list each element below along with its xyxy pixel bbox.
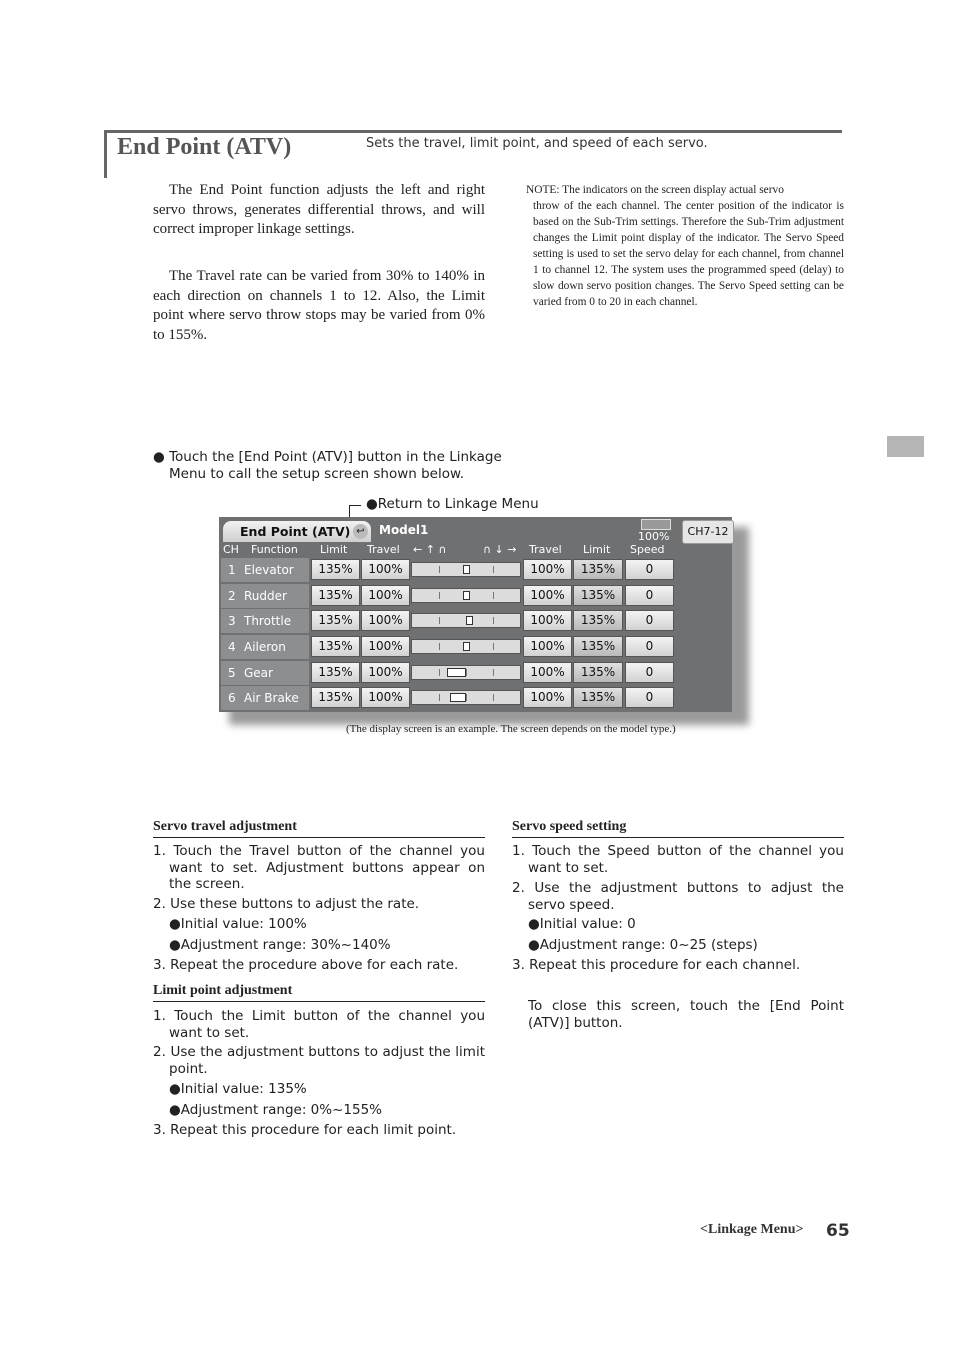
step-line: servo speed. (528, 896, 615, 913)
speed-button[interactable]: 0 (625, 559, 674, 580)
travel-step-1 (153, 843, 485, 893)
speed-step-2 (512, 880, 844, 913)
step-line: want to set. (169, 1024, 250, 1041)
limit-initial-value: ●Initial value: 135% (169, 1081, 307, 1097)
limit-right-button[interactable]: 135% (573, 585, 623, 606)
section-heading-travel: Servo travel adjustment (153, 819, 297, 834)
row-ch: 2 (228, 589, 236, 603)
speed-step-1 (512, 843, 844, 876)
row-ch: 5 (228, 666, 236, 680)
servo-indicator (411, 690, 521, 705)
row-function: Air Brake (244, 691, 299, 705)
indicator-tick (493, 694, 494, 701)
note-label: NOTE: The indicators on the screen display actual servo (526, 184, 784, 196)
limit-left-button[interactable]: 135% (311, 687, 360, 708)
note-block (526, 182, 844, 310)
indicator-tick (493, 617, 494, 624)
indicator-fill (463, 591, 470, 600)
travel-right-button[interactable]: 100% (523, 610, 572, 631)
section-rule (512, 837, 844, 838)
header-rule-left (104, 130, 107, 178)
limit-right-button[interactable]: 135% (573, 610, 623, 631)
indicator-fill (463, 565, 470, 574)
servo-indicator (411, 613, 521, 628)
step-line: 2. Use the adjustment buttons to adjust the (512, 880, 844, 896)
battery-percent: 100% (638, 530, 670, 543)
header-travel-left: Travel (367, 543, 400, 556)
intro-paragraph-2: The Travel rate can be varied from 30% to 140% in each direction on channels 1 to 12. Also, the Limit point where servo throw stops may be varied from 0% to 155%. (153, 268, 485, 343)
indicator-fill (450, 693, 466, 702)
row-function: Elevator (244, 563, 294, 577)
battery-icon (641, 519, 671, 530)
step-line: 1. Touch the Speed button of the channel you (512, 843, 844, 859)
limit-left-button[interactable]: 135% (311, 662, 360, 683)
speed-button[interactable]: 0 (625, 662, 674, 683)
speed-button[interactable]: 0 (625, 585, 674, 606)
indicator-tick (466, 669, 467, 676)
travel-right-button[interactable]: 100% (523, 585, 572, 606)
limit-right-button[interactable]: 135% (573, 559, 623, 580)
servo-indicator (411, 588, 521, 603)
close-line: To close this screen, touch the [End Point (528, 998, 844, 1014)
row-ch: 4 (228, 640, 236, 654)
travel-right-button[interactable]: 100% (523, 559, 572, 580)
indicator-tick (439, 566, 440, 573)
limit-right-button[interactable]: 135% (573, 687, 623, 708)
row-ch: 3 (228, 614, 236, 628)
indicator-tick (439, 643, 440, 650)
intro-paragraph-1: The End Point function adjusts the left and right servo throws, generates differential throws, and will correct improper linkage settings. (153, 182, 485, 237)
header-speed: Speed (630, 543, 665, 556)
travel-left-button[interactable]: 100% (361, 610, 410, 631)
limit-left-button[interactable]: 135% (311, 559, 360, 580)
callout-line (349, 505, 361, 506)
note-body: throw of the each channel. The center position of the indicator is based on the Sub-Trim settings. Therefore the Sub-Trim adjustment changes the Limit point display of the indicator. The Servo Speed setting is used to set the servo delay for each channel, from channel 1 to channel 12. The system uses the programmed speed (delay) to slow down servo position changes. The Servo Speed setting can be varied from 0 to 20 in each channel. (533, 200, 844, 308)
indicator-tick (493, 669, 494, 676)
header-arrows-right: ∩ ↓ → (483, 543, 517, 556)
footer-section: <Linkage Menu> (700, 1222, 804, 1237)
travel-left-button[interactable]: 100% (361, 585, 410, 606)
header-travel-right: Travel (529, 543, 562, 556)
header-limit-right: Limit (583, 543, 611, 556)
page-title: End Point (ATV) (117, 134, 292, 160)
step-line: 2. Use the adjustment buttons to adjust the limit (153, 1044, 485, 1060)
close-instruction (528, 998, 844, 1031)
step-line: 1. Touch the Limit button of the channel you (153, 1008, 485, 1024)
step-line: the screen. (169, 876, 245, 892)
indicator-tick (493, 566, 494, 573)
row-function: Gear (244, 666, 273, 680)
servo-indicator (411, 665, 521, 680)
header-arrows-left: ← ↑ ∩ (413, 543, 447, 556)
indicator-fill (463, 642, 470, 651)
travel-left-button[interactable]: 100% (361, 687, 410, 708)
travel-step-2: 2. Use these buttons to adjust the rate. (153, 896, 420, 912)
speed-initial-value: ●Initial value: 0 (528, 916, 636, 932)
section-heading-limit: Limit point adjustment (153, 983, 293, 998)
travel-right-button[interactable]: 100% (523, 662, 572, 683)
section-rule (153, 837, 485, 838)
indicator-tick (493, 643, 494, 650)
limit-left-button[interactable]: 135% (311, 636, 360, 657)
row-ch: 1 (228, 563, 236, 577)
indicator-tick (439, 669, 440, 676)
close-line: (ATV)] button. (528, 1014, 623, 1031)
header-function: Function (251, 543, 298, 556)
limit-step-1 (153, 1008, 485, 1041)
row-function: Rudder (244, 589, 287, 603)
travel-left-button[interactable]: 100% (361, 559, 410, 580)
row-ch: 6 (228, 691, 236, 705)
speed-button[interactable]: 0 (625, 636, 674, 657)
speed-step-3: 3. Repeat this procedure for each channel. (512, 957, 801, 973)
step-line: want to set. Adjustment buttons appear on (169, 859, 485, 876)
indicator-fill (466, 616, 473, 625)
indicator-fill (447, 668, 466, 677)
limit-left-button[interactable]: 135% (311, 585, 360, 606)
step-line: point. (169, 1060, 208, 1077)
limit-step-3: 3. Repeat this procedure for each limit point. (153, 1122, 457, 1138)
limit-right-button[interactable]: 135% (573, 662, 623, 683)
chapter-tab (887, 436, 924, 457)
row-function: Throttle (244, 614, 292, 628)
travel-left-button[interactable]: 100% (361, 662, 410, 683)
row-function: Aileron (244, 640, 286, 654)
model-name: Model1 (379, 523, 429, 537)
screen-title-button[interactable] (223, 521, 371, 542)
step-line: want to set. (528, 859, 609, 876)
travel-step-3: 3. Repeat the procedure above for each rate. (153, 957, 459, 973)
step-line: 1. Touch the Travel button of the channel you (153, 843, 485, 859)
speed-button[interactable]: 0 (625, 687, 674, 708)
indicator-tick (439, 592, 440, 599)
page-number: 65 (826, 1221, 850, 1241)
travel-adjustment-range: ●Adjustment range: 30%~140% (169, 937, 391, 953)
section-heading-speed: Servo speed setting (512, 819, 627, 834)
header-rule (104, 130, 842, 133)
header-ch: CH (223, 543, 239, 556)
indicator-tick (493, 592, 494, 599)
return-callout: ●Return to Linkage Menu (366, 496, 539, 512)
servo-indicator (411, 562, 521, 577)
travel-right-button[interactable]: 100% (523, 636, 572, 657)
limit-step-2 (153, 1044, 485, 1077)
instruction-line-1: ● Touch the [End Point (ATV)] button in the Linkage (153, 449, 502, 465)
channel-page-button[interactable]: CH7-12 (682, 520, 734, 544)
screen-caption: (The display screen is an example. The screen depends on the model type.) (346, 723, 676, 735)
servo-indicator (411, 639, 521, 654)
travel-left-button[interactable]: 100% (361, 636, 410, 657)
travel-right-button[interactable]: 100% (523, 687, 572, 708)
indicator-tick (466, 694, 467, 701)
header-limit-left: Limit (320, 543, 348, 556)
touch-instruction (153, 449, 533, 482)
indicator-tick (439, 617, 440, 624)
limit-left-button[interactable]: 135% (311, 610, 360, 631)
screen-title: End Point (ATV) (240, 524, 351, 539)
limit-right-button[interactable]: 135% (573, 636, 623, 657)
limit-adjustment-range: ●Adjustment range: 0%~155% (169, 1102, 382, 1118)
travel-initial-value: ●Initial value: 100% (169, 916, 307, 932)
section-rule (153, 1001, 485, 1002)
speed-adjustment-range: ●Adjustment range: 0~25 (steps) (528, 937, 758, 953)
return-icon[interactable]: ↩ (353, 524, 368, 539)
instruction-line-2: Menu to call the setup screen shown below. (169, 465, 465, 482)
speed-button[interactable]: 0 (625, 610, 674, 631)
indicator-tick (439, 694, 440, 701)
page-subtitle: Sets the travel, limit point, and speed of each servo. (366, 136, 708, 151)
